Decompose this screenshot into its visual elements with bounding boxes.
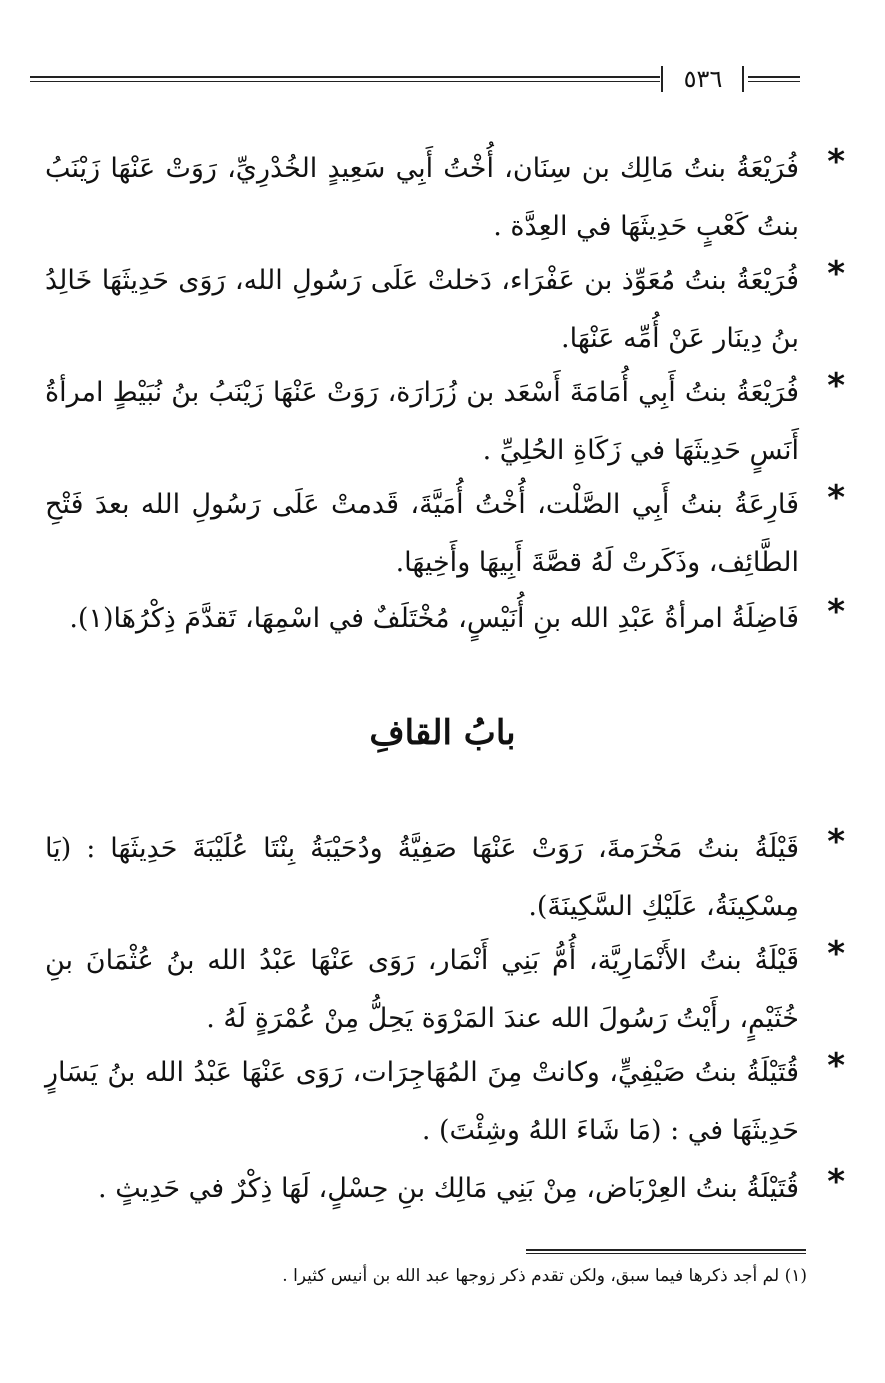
entry: [45, 1160, 845, 1218]
entry-text: فُرَيْعَةُ بنتُ مُعَوِّذ بن عَفْرَاء، دَخلتْ عَلَى رَسُولِ الله، رَوَى حَدِيثَهَا خَالِدُ بنُ دِينَار عَنْ أُمِّه عَنْهَا.: [45, 265, 799, 354]
header-divider-right: [742, 66, 744, 92]
entry-text: فَاضِلَةُ امرأةُ عَبْدِ الله بنِ أُنَيْسٍ، مُخْتَلَفٌ في اسْمِهَا، تَقدَّمَ ذِكْرُهَا(١).: [69, 603, 799, 634]
entry-text: قُتَيْلَةُ بنتُ العِرْبَاض، مِنْ بَنِي مَالِك بنِ حِسْلٍ، لَهَا ذِكْرٌ في حَدِيثٍ .: [98, 1173, 799, 1204]
entry-star: *: [827, 478, 845, 518]
entry-star: *: [827, 934, 845, 974]
entry: [45, 932, 845, 1048]
header-rule-right: [748, 76, 800, 82]
section-title: بابُ القافِ: [369, 713, 516, 753]
entry-star: *: [827, 592, 845, 632]
entry-text: فَارِعَةُ بنتُ أَبِي الصَّلْت، أُخْتُ أُمَيَّةَ، قَدمتْ عَلَى رَسُولِ الله بعدَ فَتْحِ الطَّائِف، وذَكَرتْ لَهُ قصَّةَ أَبِيهَا وأَخِيهَا.: [45, 489, 799, 578]
footnote-rule: [526, 1249, 806, 1254]
entry-text: قَيْلَةُ بنتُ الأَنْمَارِيَّة، أُمُّ بَنِي أَنْمَار، رَوَى عَنْهَا عَبْدُ الله بنُ عُثْمَانَ بنِ خُثَيْمٍ، رأَيْتُ رَسُولَ الله عندَ المَرْوَة يَحِلُّ مِنْ عُمْرَةٍ لَهُ .: [45, 945, 799, 1034]
entry-text: قَيْلَةُ بنتُ مَخْرَمةَ، رَوَتْ عَنْهَا صَفِيَّةُ ودُحَيْبَةُ بِنْتَا عُلَيْبَةَ حَدِيثَهَا : (يَا مِسْكِينَةُ، عَلَيْكِ السَّكِينَةَ).: [45, 833, 799, 922]
page-number: ٥٣٦: [683, 65, 723, 93]
header-rule-left: [30, 76, 660, 82]
entry-star: *: [827, 366, 845, 406]
entry-star: *: [827, 142, 845, 182]
entry-star: *: [827, 1046, 845, 1086]
entry: [45, 820, 845, 936]
footnote: (١) لم أجد ذكرها فيما سبق، ولكن تقدم ذكر زوجها عبد الله بن أنيس كثيرا .: [282, 1266, 807, 1286]
entry-text: فُرَيْعَةُ بنتُ مَالِك بن سِنَان، أُخْتُ أَبِي سَعِيدٍ الخُدْرِيِّ، رَوَتْ عَنْهَا زَيْنَبُ بنتُ كَعْبٍ حَدِيثَهَا في العِدَّة .: [45, 153, 799, 242]
entry-star: *: [827, 254, 845, 294]
entry-star: *: [827, 1162, 845, 1202]
entry: [45, 476, 845, 592]
entry: [45, 364, 845, 480]
entry: [45, 590, 845, 648]
header-divider-left: [661, 66, 663, 92]
entry: [45, 252, 845, 368]
entry-text: قُتَيْلَةُ بنتُ صَيْفِيٍّ، وكانتْ مِنَ المُهَاجِرَات، رَوَى عَنْهَا عَبْدُ الله بنُ يَسَارٍ حَدِيثَهَا في : (مَا شَاءَ اللهُ وشِئْتَ) .: [45, 1057, 799, 1146]
entry-star: *: [827, 822, 845, 862]
entry: [45, 140, 845, 256]
entry-text: فُرَيْعَةُ بنتُ أَبِي أُمَامَةَ أَسْعَد بن زُرَارَة، رَوَتْ عَنْهَا زَيْنَبُ بنُ نُبَيْطٍ امرأةُ أَنَسٍ حَدِيثَهَا في زَكَاةِ الحُلِيِّ .: [45, 377, 799, 466]
entry: [45, 1044, 845, 1160]
